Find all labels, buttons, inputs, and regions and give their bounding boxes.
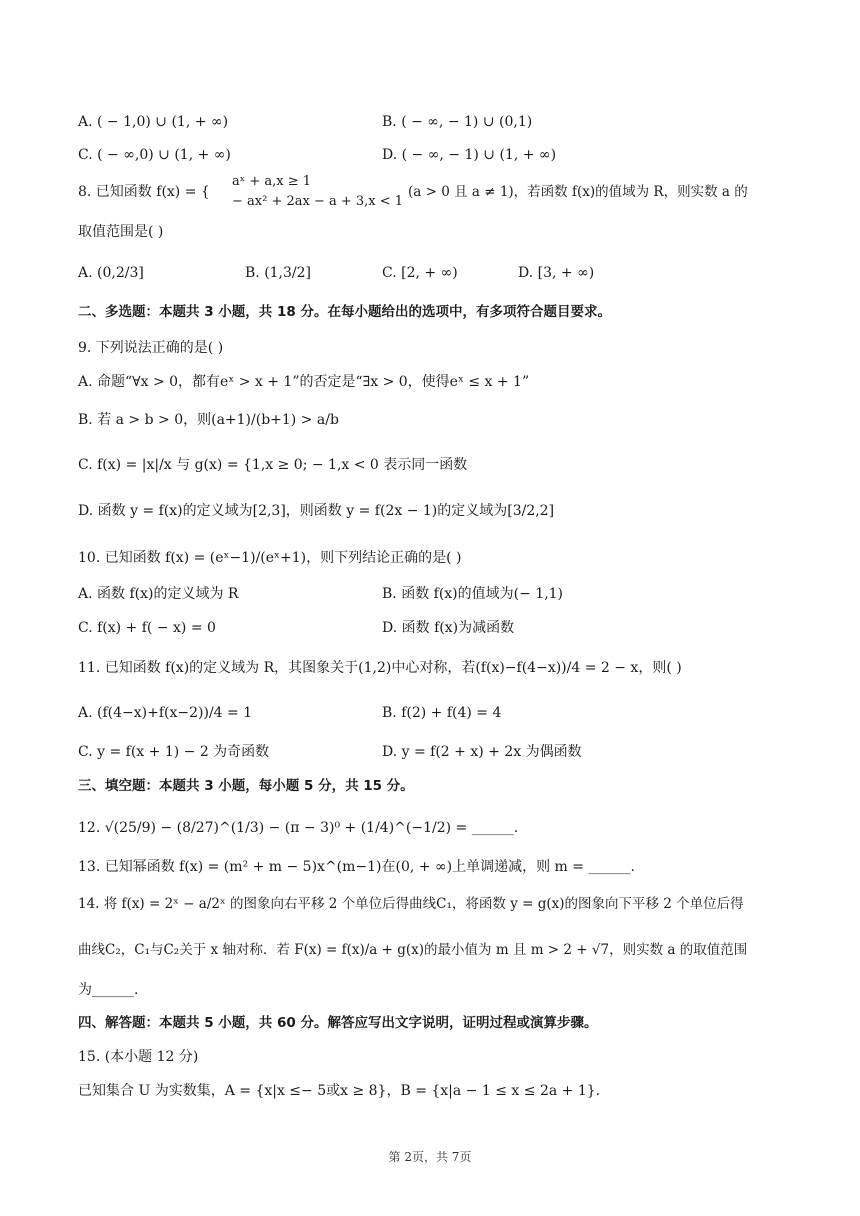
q9-option-d: D. 函数 y = f(x)的定义域为[2,3]，则函数 y = f(2x − 1)的定义域为[3/2,2] — [78, 503, 555, 519]
q15-body: 已知集合 U 为实数集，A = {x|x ≤− 5或x ≥ 8}，B = {x|a − 1 ≤ x ≤ 2a + 1}. — [78, 1083, 601, 1099]
q11-option-b: B. f(2) + f(4) = 4 — [382, 705, 502, 721]
q7-option-b: B. ( − ∞, − 1) ∪ (0,1) — [382, 114, 533, 130]
q8-lead: 8. 已知函数 f(x) = { — [78, 184, 210, 200]
q10-stem: 10. 已知函数 f(x) = (eˣ−1)/(eˣ+1)，则下列结论正确的是( ) — [78, 550, 462, 566]
q10-option-c: C. f(x) + f( − x) = 0 — [78, 620, 216, 636]
q14-line-1: 14. 将 f(x) = 2ˣ − a/2ˣ 的图象向右平移 2 个单位后得曲线C₁，将函数 y = g(x)的图象向下平移 2 个单位后得 — [78, 896, 744, 912]
q10-option-d: D. 函数 f(x)为减函数 — [382, 620, 515, 636]
q14-line-2: 曲线C₂，C₁与C₂关于 x 轴对称．若 F(x) = f(x)/a + g(x)的最小值为 m 且 m > 2 + √7，则实数 a 的取值范围 — [78, 942, 748, 958]
q8-option-a: A. (0,2/3] — [78, 265, 144, 281]
q9-option-b: B. 若 a > b > 0，则(a+1)/(b+1) > a/b — [78, 412, 339, 428]
q8-tail: (a > 0 且 a ≠ 1)，若函数 f(x)的值域为 R，则实数 a 的 — [408, 184, 748, 200]
q11-option-c: C. y = f(x + 1) − 2 为奇函数 — [78, 744, 270, 760]
q7-option-a: A. ( − 1,0) ∪ (1, + ∞) — [78, 114, 229, 130]
section-3-heading: 三、填空题：本题共 3 小题，每小题 5 分，共 15 分。 — [78, 778, 414, 794]
q9-stem: 9. 下列说法正确的是( ) — [78, 340, 224, 356]
q12: 12. √(25/9) − (8/27)^(1/3) − (π − 3)⁰ + (1/4)^(−1/2) = ______. — [78, 820, 519, 836]
q8-option-b: B. (1,3/2] — [245, 265, 312, 281]
q13: 13. 已知幂函数 f(x) = (m² + m − 5)x^(m−1)在(0, + ∞)上单调递减，则 m = ______. — [78, 859, 635, 875]
q10-option-b: B. 函数 f(x)的值域为(− 1,1) — [382, 586, 564, 602]
q8-option-c: C. [2, + ∞) — [382, 265, 458, 281]
q11-option-d: D. y = f(2 + x) + 2x 为偶函数 — [382, 744, 582, 760]
q11-option-a: A. (f(4−x)+f(x−2))/4 = 1 — [78, 705, 253, 721]
section-4-heading: 四、解答题：本题共 5 小题，共 60 分。解答应写出文字说明，证明过程或演算步骤。 — [78, 1015, 598, 1031]
q7-option-d: D. ( − ∞, − 1) ∪ (1, + ∞) — [382, 147, 557, 163]
q8-case-1: aˣ + a,x ≥ 1 — [232, 174, 312, 189]
page-footer: 第 2页，共 7页 — [388, 1150, 472, 1164]
q9-option-a: A. 命题“∀x > 0，都有eˣ > x + 1”的否定是“∃x > 0，使得eˣ ≤ x + 1” — [78, 374, 530, 390]
q11-stem: 11. 已知函数 f(x)的定义域为 R，其图象关于(1,2)中心对称，若(f(x)−f(4−x))/4 = 2 − x，则( ) — [78, 660, 682, 676]
q7-option-c: C. ( − ∞,0) ∪ (1, + ∞) — [78, 147, 231, 163]
q8-option-d: D. [3, + ∞) — [518, 265, 595, 281]
q15-title: 15. (本小题 12 分) — [78, 1049, 199, 1065]
q9-option-c: C. f(x) = |x|/x 与 g(x) = {1,x ≥ 0; − 1,x < 0 表示同一函数 — [78, 457, 468, 473]
q8-case-2: − ax² + 2ax − a + 3,x < 1 — [232, 194, 404, 209]
section-2-heading: 二、多选题：本题共 3 小题，共 18 分。在每小题给出的选项中，有多项符合题目要求。 — [78, 304, 611, 320]
q10-option-a: A. 函数 f(x)的定义域为 R — [78, 586, 239, 602]
q14-line-3: 为______. — [78, 982, 139, 998]
q8-line2: 取值范围是( ) — [78, 224, 164, 240]
